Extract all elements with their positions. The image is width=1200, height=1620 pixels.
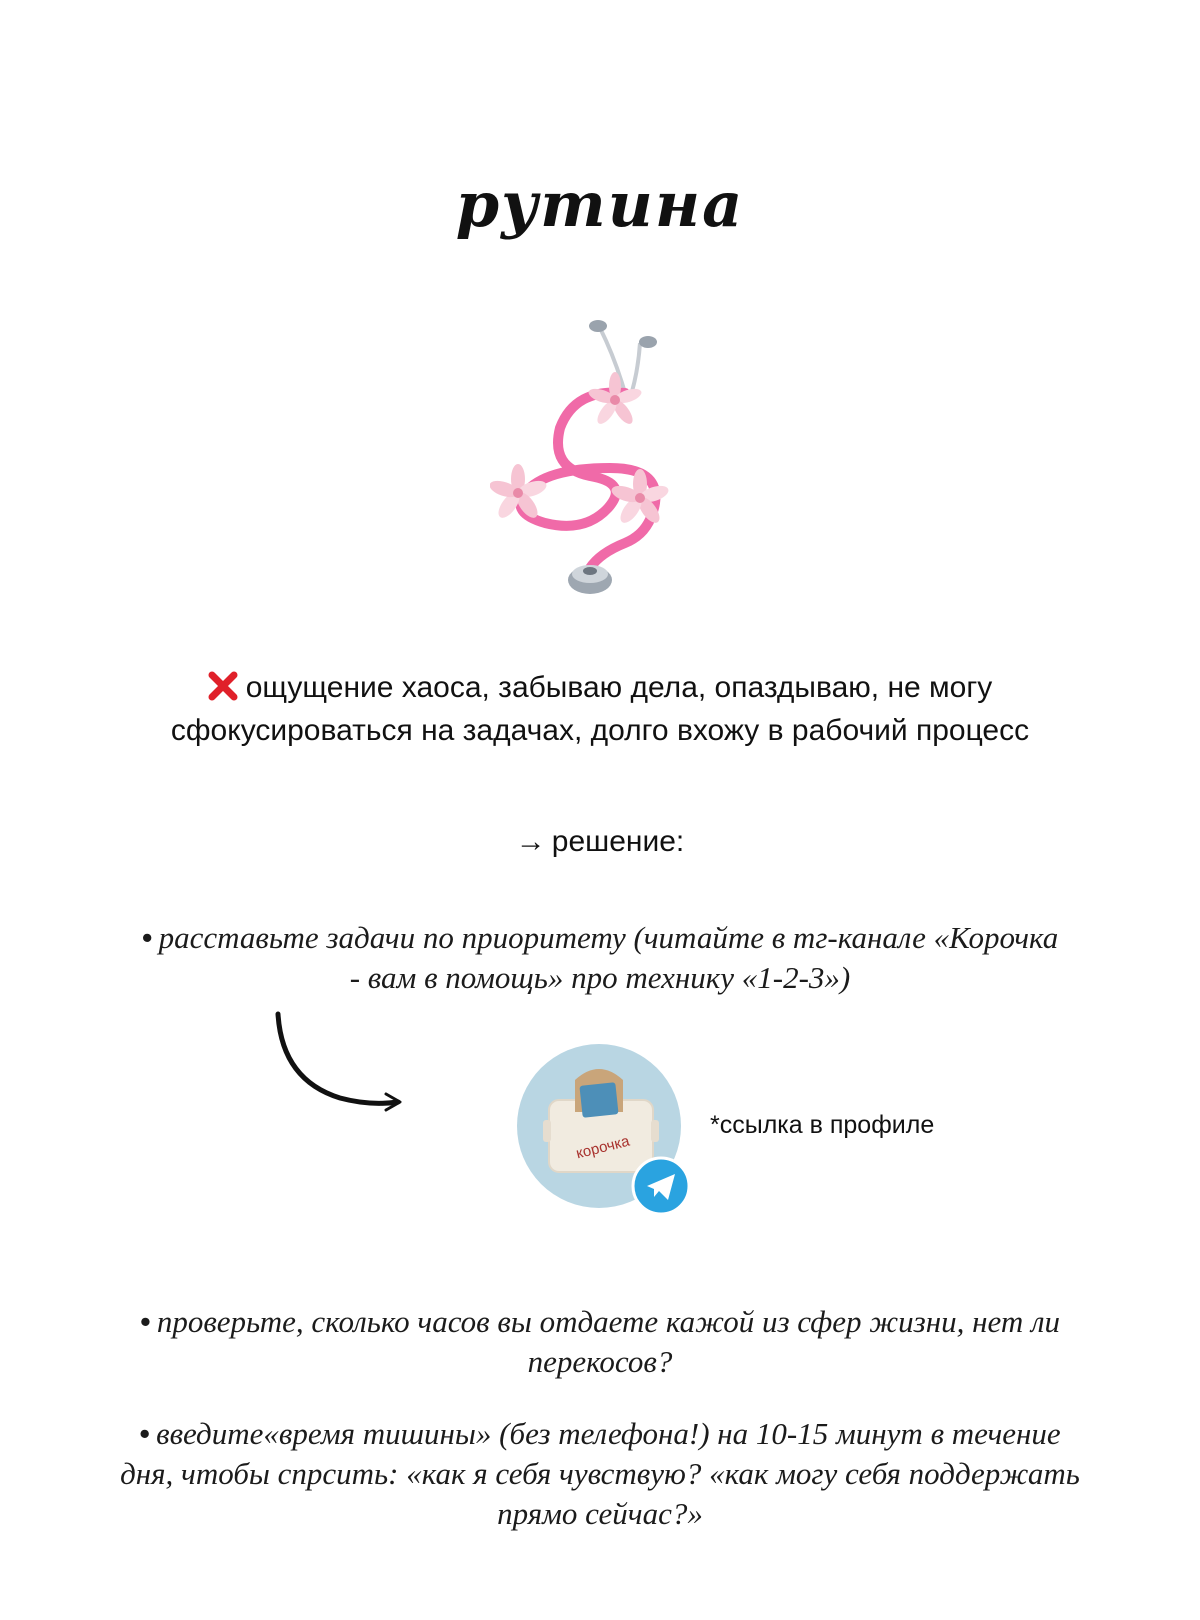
- tip-text: расставьте задачи по приоритету (читайте в тг-канале «Корочка - вам в помощь» про технику «1-2-3»): [158, 920, 1059, 995]
- tip-item: [140, 918, 1060, 998]
- channel-avatar[interactable]: [513, 1040, 693, 1220]
- bullet: •: [139, 1416, 151, 1451]
- telegram-icon: [633, 1158, 689, 1214]
- red-cross-mark-icon: [208, 671, 238, 711]
- right-arrow-icon: →: [515, 825, 546, 858]
- profile-link-note: *ссылка в профиле: [710, 1111, 935, 1139]
- lily-flower-icon: [610, 469, 671, 526]
- solution-heading: [0, 825, 1200, 859]
- tip-text: введите«время тишины» (без телефона!) на 10-15 минут в течение дня, чтобы спрсить: «как я себя чувствую? «как могу себя поддержать прямо сейчас?»: [120, 1416, 1080, 1531]
- bullet: •: [139, 1304, 151, 1339]
- tip-item: [110, 1302, 1090, 1382]
- tip-item: [110, 1414, 1090, 1534]
- problem-statement: [150, 668, 1050, 750]
- page-title: рутина: [455, 168, 745, 241]
- curved-arrow-icon: [270, 1010, 420, 1120]
- stethoscope-flowers-illustration: [490, 318, 720, 618]
- channel-logo-text: корочка: [574, 1132, 632, 1163]
- tip-text: проверьте, сколько часов вы отдаете кажой из сфер жизни, нет ли перекосов?: [156, 1304, 1060, 1379]
- bullet: •: [141, 920, 153, 955]
- solution-label: решение:: [551, 825, 685, 858]
- problem-text: ощущение хаоса, забываю дела, опаздываю, не могу сфокусироваться на задачах, долго вхожу в рабочий процесс: [170, 671, 1030, 747]
